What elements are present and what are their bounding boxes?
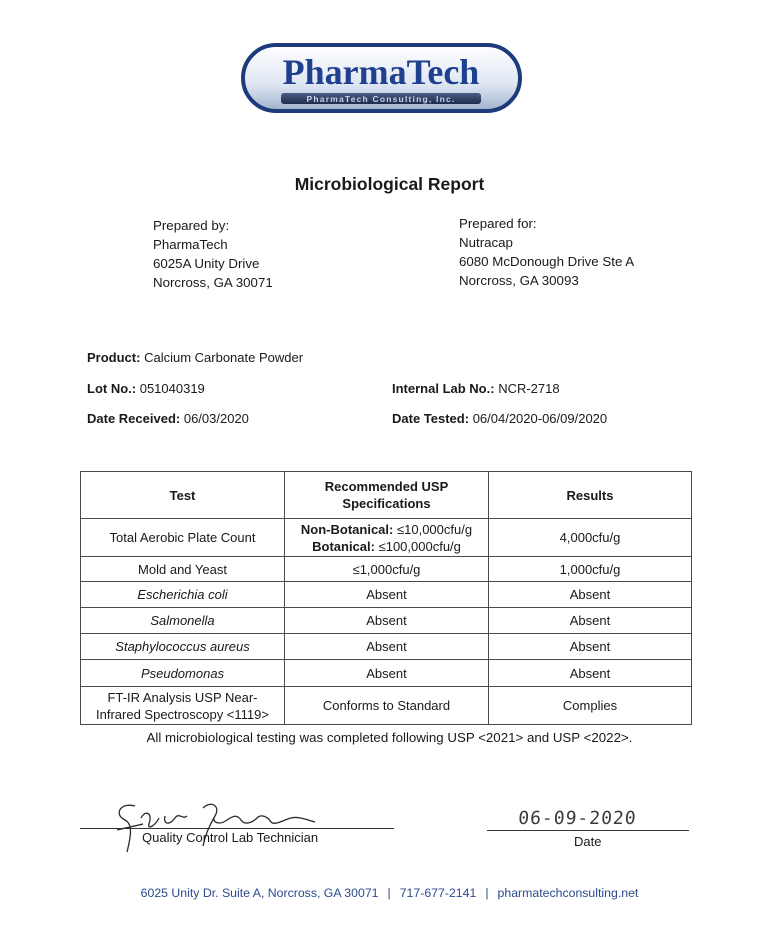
specification: Absent xyxy=(285,582,489,608)
table-header-row xyxy=(81,472,692,519)
test-name: Escherichia coli xyxy=(81,582,285,608)
specification: Absent xyxy=(285,634,489,660)
result: 4,000cfu/g xyxy=(489,519,692,557)
date-tested-label: Date Tested: xyxy=(392,411,470,426)
table-row xyxy=(81,557,692,582)
pharmatech-logo xyxy=(241,43,522,115)
internal-lab-number-field xyxy=(392,381,560,396)
result: Absent xyxy=(489,634,692,660)
results-table xyxy=(80,471,692,725)
result: Absent xyxy=(489,660,692,687)
specification: ≤1,000cfu/g xyxy=(285,557,489,582)
date-received-label: Date Received: xyxy=(87,411,181,426)
result: Absent xyxy=(489,582,692,608)
prepared-by-line: PharmaTech xyxy=(153,237,228,252)
table-row xyxy=(81,687,692,725)
prepared-for-line: 6080 McDonough Drive Ste A xyxy=(459,254,635,269)
spec-value: ≤10,000cfu/g xyxy=(396,521,473,537)
spec-label: Non-Botanical: xyxy=(300,521,394,537)
test-name: Total Aerobic Plate Count xyxy=(81,519,285,557)
date-signature-line xyxy=(487,830,689,831)
test-name xyxy=(81,687,285,725)
testing-footnote: All microbiological testing was completed following USP <2021> and USP <2022>. xyxy=(146,730,633,745)
test-name: Salmonella xyxy=(81,608,285,634)
prepared-for-line: Nutracap xyxy=(459,235,513,250)
date-tested-value: 06/04/2020-06/09/2020 xyxy=(472,411,608,426)
internal-lab-number-value: NCR-2718 xyxy=(498,381,560,396)
product-label: Product: xyxy=(87,350,141,365)
lot-number-field xyxy=(87,381,205,396)
table-row xyxy=(81,660,692,687)
prepared-by-block xyxy=(153,216,273,292)
logo-wordmark: PharmaTech xyxy=(282,52,480,92)
prepared-by-line: Norcross, GA 30071 xyxy=(153,275,273,290)
spec-label: Botanical: xyxy=(312,538,375,554)
specification xyxy=(285,519,489,557)
prepared-for-block xyxy=(459,214,634,290)
prepared-by-label: Prepared by: xyxy=(153,218,230,233)
test-name: Pseudomonas xyxy=(81,660,285,687)
date-received-field xyxy=(87,411,249,426)
report-title: Microbiological Report xyxy=(294,174,485,194)
date-label: Date xyxy=(574,834,602,849)
page-footer xyxy=(0,886,779,900)
test-name-line: FT-IR Analysis USP Near- xyxy=(107,689,258,705)
prepared-for-line: Norcross, GA 30093 xyxy=(459,273,579,288)
technician-label: Quality Control Lab Technician xyxy=(142,830,319,845)
table-row xyxy=(81,634,692,660)
header-test: Test xyxy=(81,472,285,519)
footer-separator: | xyxy=(387,886,391,900)
test-name: Staphylococcus aureus xyxy=(81,634,285,660)
prepared-for-label: Prepared for: xyxy=(459,216,537,231)
spec-value: ≤100,000cfu/g xyxy=(378,538,461,554)
footer-separator: | xyxy=(485,886,489,900)
internal-lab-number-label: Internal Lab No.: xyxy=(392,381,495,396)
technician-signature-line xyxy=(80,828,394,829)
result: Complies xyxy=(489,687,692,725)
test-name: Mold and Yeast xyxy=(81,557,285,582)
prepared-by-line: 6025A Unity Drive xyxy=(153,256,260,271)
product-value: Calcium Carbonate Powder xyxy=(144,350,304,365)
footer-phone: 717-677-2141 xyxy=(399,886,477,900)
handwritten-date: 06-09-2020 xyxy=(517,808,638,829)
header-specifications: Recommended USP Specifications xyxy=(285,472,489,519)
lot-number-label: Lot No.: xyxy=(87,381,137,396)
footer-website-link[interactable]: pharmatechconsulting.net xyxy=(497,886,639,900)
header-results: Results xyxy=(489,472,692,519)
table-row xyxy=(81,608,692,634)
result: Absent xyxy=(489,608,692,634)
table-row xyxy=(81,582,692,608)
product-field xyxy=(87,350,303,365)
specification: Conforms to Standard xyxy=(285,687,489,725)
date-tested-field xyxy=(392,411,607,426)
footer-address: 6025 Unity Dr. Suite A, Norcross, GA 30071 xyxy=(140,886,379,900)
logo-tagline: PharmaTech Consulting, Inc. xyxy=(306,94,456,104)
test-name-line: Infrared Spectroscopy <1119> xyxy=(96,706,269,722)
specification: Absent xyxy=(285,608,489,634)
table-row xyxy=(81,519,692,557)
result: 1,000cfu/g xyxy=(489,557,692,582)
date-received-value: 06/03/2020 xyxy=(183,411,249,426)
specification: Absent xyxy=(285,660,489,687)
lot-number-value: 051040319 xyxy=(139,381,205,396)
